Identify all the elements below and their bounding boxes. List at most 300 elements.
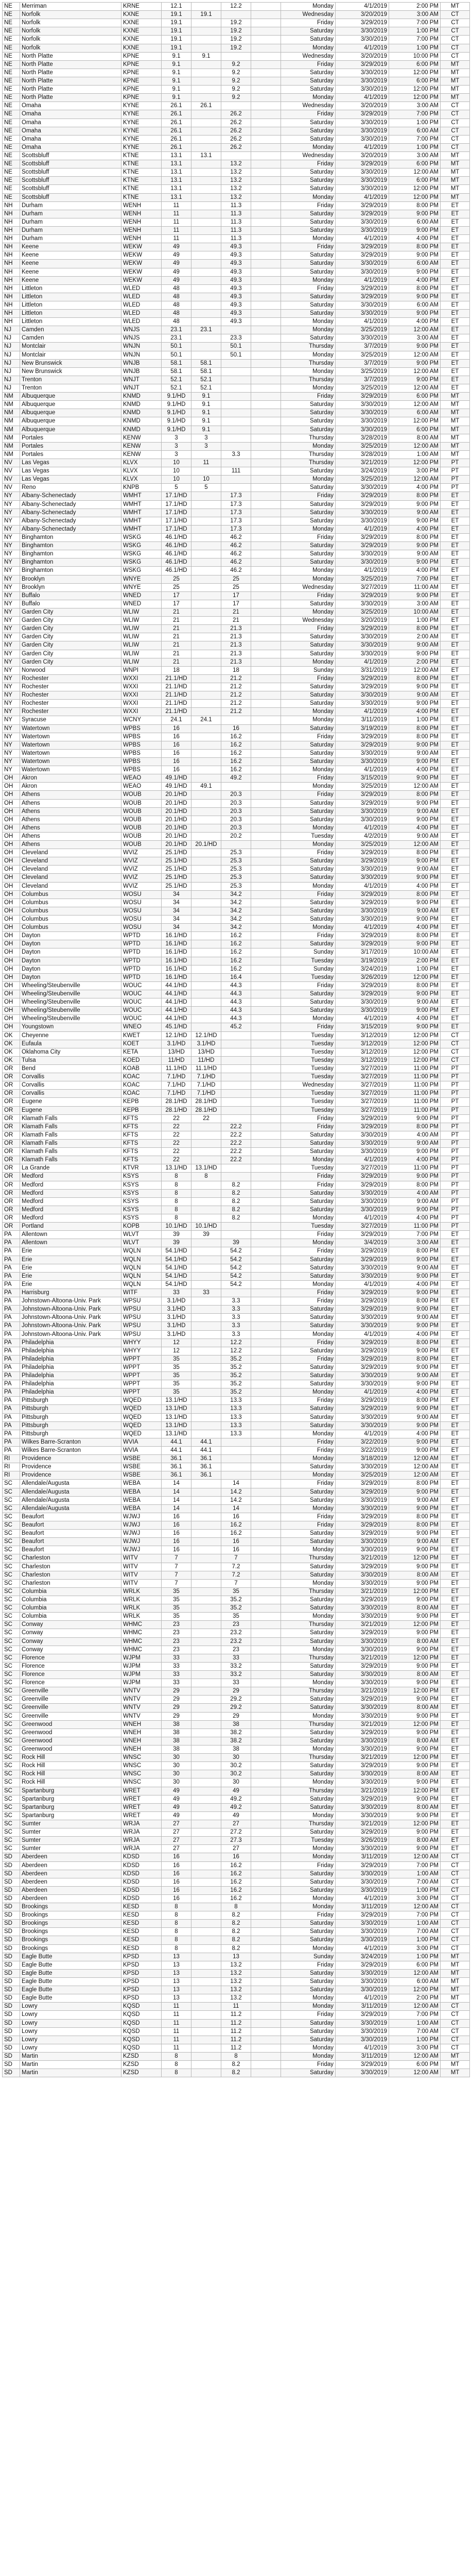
cell-date: 3/24/2019 [335,467,389,475]
cell-city: Charleston [20,1554,121,1562]
cell-time: 12:00 PM [389,1787,440,1795]
cell-virtual-2 [221,1048,251,1056]
cell-channel: 27 [161,1820,191,1828]
cell-day: Saturday [281,650,335,658]
table-row [2,2003,470,2011]
cell-virtual-1 [191,19,221,27]
table-row [2,1123,470,1131]
cell-virtual-1 [191,932,221,940]
cell-date: 3/29/2019 [335,1115,389,1123]
cell-state: PA [2,1372,20,1380]
cell-channel: 19.1 [161,19,191,27]
table-row [2,1057,470,1065]
cell-city: Klamath Falls [20,1115,121,1123]
cell-virtual-1 [191,1198,221,1206]
cell-call-sign: KQSD [121,2044,161,2052]
table-row [2,160,470,168]
cell-virtual-2 [221,716,251,724]
table-row [2,484,470,492]
cell-virtual-1 [191,1264,221,1272]
cell-day: Saturday [281,691,335,699]
cell-virtual-3 [251,1206,281,1214]
cell-channel: 13.1/HD [161,1414,191,1421]
cell-date: 3/30/2019 [335,1571,389,1579]
cell-virtual-2 [221,1098,251,1106]
cell-virtual-2: 46.2 [221,567,251,574]
cell-channel: 14 [161,1505,191,1513]
table-row [2,1331,470,1339]
cell-state: SC [2,1770,20,1778]
cell-timezone: ET [440,1355,470,1363]
cell-timezone: ET [440,667,470,674]
cell-channel: 26.1 [161,144,191,151]
cell-channel: 16 [161,1853,191,1861]
cell-city: Las Vegas [20,459,121,467]
cell-virtual-2: 16.2 [221,948,251,956]
cell-virtual-1: 3 [191,443,221,450]
cell-date: 3/29/2019 [335,160,389,168]
cell-date: 3/30/2019 [335,86,389,93]
cell-virtual-1 [191,658,221,666]
cell-channel: 49 [161,1795,191,1803]
cell-state: NY [2,584,20,591]
cell-timezone: ET [440,1795,470,1803]
cell-virtual-1 [191,816,221,824]
cell-virtual-3 [251,1521,281,1529]
cell-state: NE [2,127,20,135]
cell-virtual-3 [251,1828,281,1836]
cell-channel: 8 [161,1206,191,1214]
cell-state: NY [2,617,20,624]
cell-time: 12:00 AM [389,667,440,674]
cell-date: 3/15/2019 [335,774,389,782]
cell-virtual-2 [221,443,251,450]
cell-date: 3/27/2019 [335,584,389,591]
cell-state: SC [2,1554,20,1562]
cell-call-sign: WNSC [121,1762,161,1770]
cell-channel: 58.1 [161,368,191,376]
cell-virtual-2: 46.2 [221,558,251,566]
cell-state: SC [2,1729,20,1737]
cell-timezone: ET [440,1239,470,1247]
cell-day: Friday [281,1521,335,1529]
cell-day: Saturday [281,1497,335,1504]
cell-virtual-1: 39 [191,1231,221,1239]
cell-virtual-2: 33.2 [221,1663,251,1670]
cell-date: 3/30/2019 [335,1463,389,1471]
cell-day: Monday [281,716,335,724]
cell-day: Saturday [281,1737,335,1745]
cell-date: 3/29/2019 [335,1696,389,1703]
cell-time: 9:00 PM [389,1729,440,1737]
cell-day: Thursday [281,1621,335,1629]
cell-virtual-1: 20.1/HD [191,841,221,849]
cell-virtual-2: 54.2 [221,1256,251,1264]
cell-city: Albany-Schenectady [20,517,121,525]
cell-virtual-1 [191,194,221,201]
cell-virtual-2: 35.2 [221,1596,251,1604]
cell-virtual-2: 11.3 [221,202,251,210]
table-row [2,310,470,318]
cell-virtual-1 [191,77,221,85]
cell-call-sign: KQSD [121,2011,161,2019]
cell-day: Saturday [281,1322,335,1330]
cell-virtual-3 [251,857,281,865]
cell-virtual-3 [251,1878,281,1886]
cell-virtual-1 [191,1580,221,1587]
cell-date: 3/30/2019 [335,517,389,525]
cell-virtual-2: 35.2 [221,1380,251,1388]
cell-virtual-2 [221,152,251,160]
cell-call-sign: KQSD [121,2036,161,2044]
table-row [2,1820,470,1828]
cell-city: Akron [20,774,121,782]
table-row [2,899,470,907]
table-row [2,1646,470,1654]
table-row [2,883,470,891]
cell-time: 9:00 PM [389,1306,440,1313]
cell-timezone: ET [440,1546,470,1554]
cell-city: Philadelphia [20,1388,121,1396]
cell-state: OH [2,924,20,931]
cell-virtual-1 [191,110,221,118]
cell-city: Albuquerque [20,393,121,400]
cell-date: 3/12/2019 [335,1048,389,1056]
cell-virtual-3 [251,1613,281,1620]
table-row [2,1737,470,1745]
cell-virtual-2: 8.2 [221,2069,251,2077]
cell-virtual-1 [191,1986,221,1994]
cell-virtual-2: 8.2 [221,1920,251,1927]
cell-state: SC [2,1820,20,1828]
cell-virtual-3 [251,1447,281,1454]
cell-date: 3/30/2019 [335,1206,389,1214]
cell-virtual-2: 34.2 [221,924,251,931]
cell-time: 6:00 AM [389,260,440,267]
cell-timezone: ET [440,883,470,890]
cell-state: SD [2,2003,20,2010]
cell-city: Johnstown-Altoona-Univ. Park [20,1322,121,1330]
cell-day: Saturday [281,1596,335,1604]
cell-state: OR [2,1115,20,1123]
cell-virtual-2: 3.3 [221,1306,251,1313]
cell-date: 3/15/2019 [335,1023,389,1031]
cell-channel: 11 [161,2020,191,2027]
cell-day: Monday [281,318,335,326]
cell-channel: 20.1/HD [161,791,191,799]
cell-virtual-1 [191,61,221,69]
cell-time: 12:00 PM [389,1820,440,1828]
cell-virtual-2: 30 [221,1778,251,1786]
cell-day: Thursday [281,1687,335,1695]
cell-virtual-3 [251,1015,281,1023]
cell-virtual-3 [251,1737,281,1745]
cell-date: 3/30/2019 [335,1920,389,1927]
cell-virtual-3 [251,1994,281,2002]
table-row [2,1397,470,1405]
cell-day: Monday [281,1580,335,1587]
cell-state: NE [2,27,20,35]
cell-city: Allendale/Augusta [20,1497,121,1504]
cell-time: 4:00 PM [389,1388,440,1396]
cell-timezone: PT [440,1140,470,1147]
cell-time: 12:00 AM [389,443,440,450]
cell-call-sign: KENW [121,434,161,442]
cell-day: Monday [281,1455,335,1463]
cell-virtual-2: 35.2 [221,1364,251,1371]
cell-channel: 22 [161,1131,191,1139]
cell-day: Thursday [281,1554,335,1562]
table-row [2,301,470,310]
cell-city: Corvallis [20,1073,121,1081]
cell-timezone: ET [440,600,470,608]
cell-call-sign: WPTD [121,948,161,956]
cell-call-sign: KXNE [121,27,161,35]
cell-virtual-3 [251,1778,281,1786]
cell-date: 3/29/2019 [335,19,389,27]
table-row [2,857,470,866]
cell-day: Saturday [281,1131,335,1139]
cell-channel: 13.1 [161,177,191,184]
cell-call-sign: WSBE [121,1463,161,1471]
cell-time: 8:00 PM [389,675,440,683]
cell-virtual-1: 3.1/HD [191,1040,221,1048]
cell-state: PA [2,1430,20,1438]
cell-channel: 16 [161,1538,191,1546]
cell-timezone: CT [440,1936,470,1944]
cell-date: 3/21/2019 [335,1787,389,1795]
cell-timezone: ET [440,650,470,658]
cell-day: Friday [281,1173,335,1180]
cell-time: 9:00 AM [389,866,440,873]
cell-virtual-3 [251,243,281,251]
cell-virtual-1 [191,1994,221,2002]
cell-channel: 44.1/HD [161,982,191,990]
cell-day: Tuesday [281,1073,335,1081]
cell-call-sign: WEAO [121,774,161,782]
cell-day: Sunday [281,965,335,973]
cell-channel: 30 [161,1762,191,1770]
cell-timezone: ET [440,974,470,981]
table-row [2,1862,470,1870]
cell-virtual-2 [221,783,251,790]
cell-timezone: ET [440,1281,470,1289]
cell-date: 3/30/2019 [335,177,389,184]
cell-channel: 20.1/HD [161,833,191,840]
cell-city: Allendale/Augusta [20,1505,121,1513]
cell-virtual-3 [251,2020,281,2027]
cell-state: NH [2,285,20,293]
cell-virtual-2: 11.2 [221,2020,251,2027]
cell-state: SD [2,1920,20,1927]
cell-virtual-2: 21 [221,617,251,624]
cell-day: Monday [281,1646,335,1654]
cell-channel: 11 [161,2036,191,2044]
cell-date: 4/1/2019 [335,2044,389,2052]
cell-call-sign: KPNE [121,94,161,101]
cell-virtual-3 [251,1895,281,1903]
cell-virtual-1 [191,1281,221,1289]
cell-state: PA [2,1247,20,1255]
cell-virtual-3 [251,1223,281,1230]
cell-day: Wednesday [281,617,335,624]
cell-date: 4/1/2019 [335,1214,389,1222]
cell-virtual-3 [251,44,281,52]
cell-date: 4/1/2019 [335,44,389,52]
cell-state: SC [2,1613,20,1620]
cell-timezone: CT [440,53,470,60]
cell-timezone: MT [440,393,470,400]
cell-date: 3/29/2019 [335,492,389,500]
cell-virtual-1 [191,3,221,10]
cell-channel: 38 [161,1729,191,1737]
cell-day: Saturday [281,1986,335,1994]
cell-virtual-2: 49.3 [221,310,251,317]
cell-state: PA [2,1239,20,1247]
cell-date: 3/30/2019 [335,218,389,226]
cell-virtual-2: 13.2 [221,1994,251,2002]
cell-date: 3/29/2019 [335,1762,389,1770]
cell-city: Dayton [20,974,121,981]
cell-virtual-2: 19.2 [221,44,251,52]
cell-state: SC [2,1563,20,1571]
cell-day: Monday [281,194,335,201]
cell-virtual-3 [251,1181,281,1189]
cell-virtual-1 [191,1853,221,1861]
cell-virtual-3 [251,1679,281,1687]
cell-channel: 36.1 [161,1455,191,1463]
cell-city: Johnstown-Altoona-Univ. Park [20,1297,121,1305]
table-row [2,94,470,102]
cell-call-sign: WNJB [121,368,161,376]
cell-virtual-1 [191,1696,221,1703]
cell-day: Saturday [281,808,335,816]
cell-city: Rock Hill [20,1770,121,1778]
cell-city: Reno [20,484,121,492]
cell-virtual-1 [191,94,221,101]
table-row [2,1223,470,1231]
cell-virtual-1 [191,1928,221,1936]
cell-date: 4/1/2019 [335,708,389,716]
cell-virtual-1 [191,534,221,541]
cell-channel: 21 [161,641,191,649]
cell-day: Monday [281,1895,335,1903]
cell-channel: 13 [161,1953,191,1961]
table-row [2,1247,470,1256]
cell-day: Friday [281,1297,335,1305]
cell-date: 3/29/2019 [335,1629,389,1637]
cell-time: 9:00 PM [389,1380,440,1388]
table-row [2,1762,470,1770]
cell-timezone: ET [440,800,470,807]
cell-day: Saturday [281,334,335,342]
cell-day: Saturday [281,1828,335,1836]
cell-virtual-1 [191,119,221,127]
cell-day: Saturday [281,1273,335,1280]
cell-call-sign: KESD [121,1928,161,1936]
cell-state: NE [2,69,20,77]
cell-day: Saturday [281,1629,335,1637]
table-row [2,293,470,301]
cell-time: 9:00 PM [389,1206,440,1214]
cell-virtual-2: 19.2 [221,19,251,27]
cell-state: NH [2,310,20,317]
table-row [2,53,470,61]
cell-virtual-2: 23.2 [221,1638,251,1646]
cell-virtual-1 [191,965,221,973]
cell-channel: 3 [161,451,191,459]
cell-time: 8:00 PM [389,285,440,293]
cell-virtual-1: 11.1/HD [191,1065,221,1073]
cell-state: SD [2,1986,20,1994]
cell-channel: 13.1 [161,160,191,168]
cell-day: Thursday [281,459,335,467]
cell-day: Monday [281,476,335,483]
cell-virtual-2 [221,1065,251,1073]
cell-day: Thursday [281,343,335,350]
cell-day: Friday [281,492,335,500]
cell-time: 9:00 PM [389,899,440,907]
cell-day: Saturday [281,1306,335,1313]
cell-day: Thursday [281,1754,335,1761]
cell-virtual-1 [191,268,221,276]
cell-city: Charleston [20,1571,121,1579]
cell-date: 3/30/2019 [335,401,389,409]
cell-virtual-2: 7 [221,1580,251,1587]
cell-virtual-2: 54.2 [221,1281,251,1289]
cell-time: 12:00 PM [389,1048,440,1056]
cell-day: Monday [281,1471,335,1479]
cell-city: Binghamton [20,567,121,574]
cell-virtual-3 [251,874,281,882]
cell-channel: 8 [161,2069,191,2077]
cell-date: 3/29/2019 [335,2061,389,2069]
cell-call-sign: WJWJ [121,1521,161,1529]
cell-channel: 49 [161,251,191,259]
cell-date: 3/30/2019 [335,27,389,35]
cell-day: Friday [281,393,335,400]
cell-day: Saturday [281,1604,335,1612]
cell-city: Portales [20,443,121,450]
cell-virtual-1: 7.1/HD [191,1090,221,1097]
cell-virtual-1 [191,1961,221,1969]
cell-date: 3/29/2019 [335,1961,389,1969]
cell-call-sign: WMHT [121,509,161,517]
cell-date: 3/30/2019 [335,1140,389,1147]
cell-channel: 35 [161,1355,191,1363]
cell-call-sign: KESD [121,1920,161,1927]
cell-virtual-2: 21.2 [221,708,251,716]
cell-virtual-1 [191,741,221,749]
cell-virtual-1 [191,1239,221,1247]
cell-virtual-1 [191,650,221,658]
cell-city: Scottsbluff [20,194,121,201]
cell-day: Monday [281,443,335,450]
table-row [2,998,470,1007]
cell-virtual-1 [191,575,221,583]
cell-channel: 3 [161,443,191,450]
cell-channel: 48 [161,293,191,301]
cell-time: 2:00 PM [389,3,440,10]
cell-timezone: PT [440,1164,470,1172]
cell-state: SC [2,1787,20,1795]
cell-time: 6:00 AM [389,218,440,226]
cell-city: Lowry [20,2028,121,2036]
cell-virtual-1 [191,766,221,774]
cell-call-sign: WPPT [121,1355,161,1363]
cell-timezone: PT [440,1148,470,1156]
cell-virtual-2 [221,393,251,400]
